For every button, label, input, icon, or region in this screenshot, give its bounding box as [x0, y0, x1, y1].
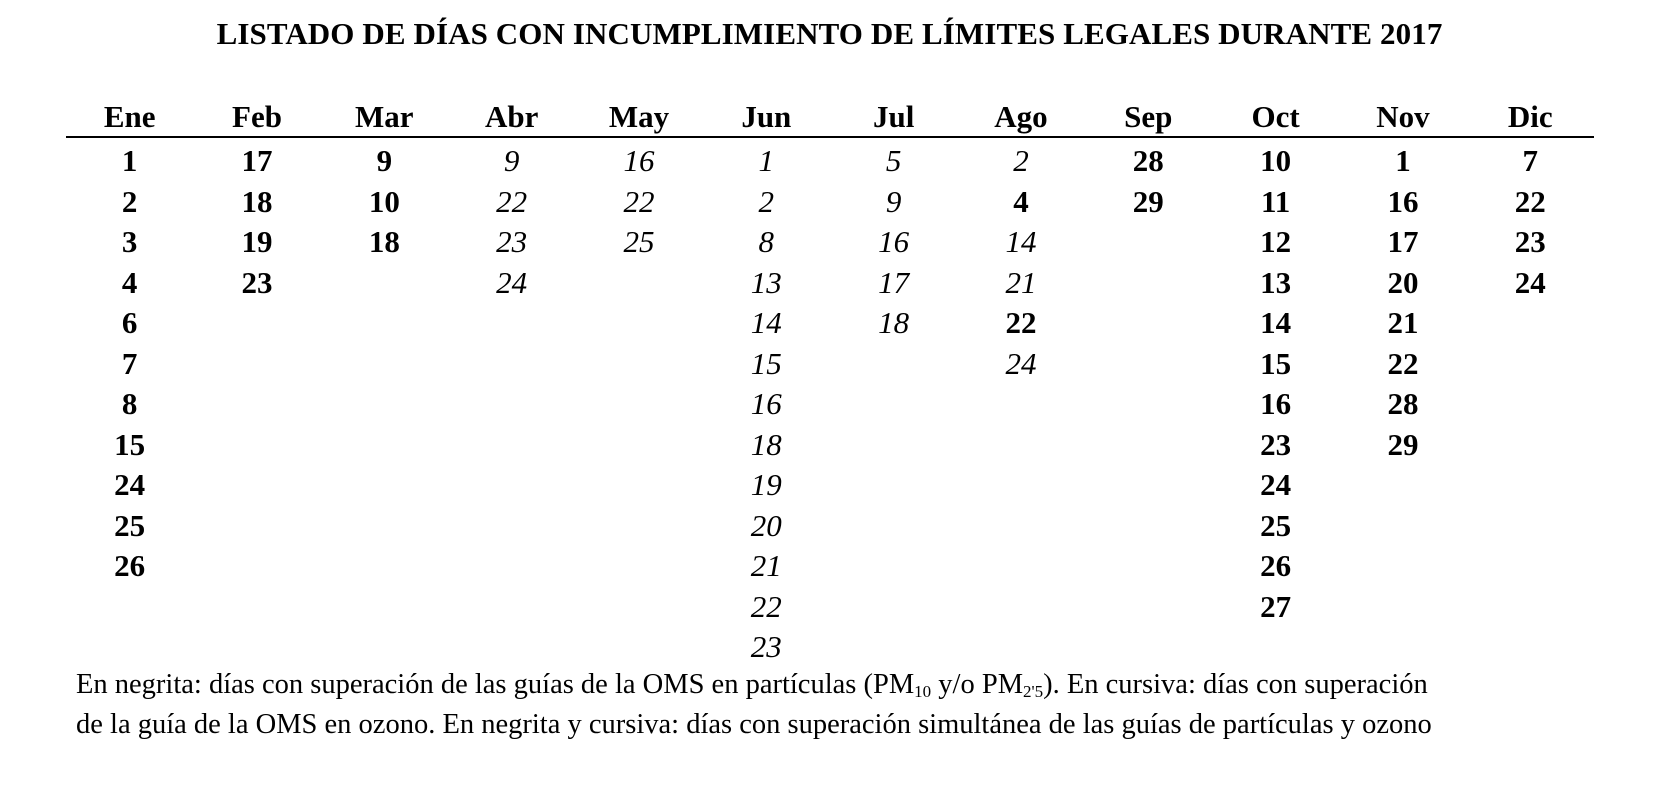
- month-header-sep: Sep: [1124, 99, 1173, 134]
- particle-exceedance-day: 1: [1395, 143, 1411, 178]
- particle-exceedance-day: 24: [1260, 467, 1292, 502]
- month-header-dic: Dic: [1507, 99, 1553, 134]
- ozone-exceedance-day: 14: [750, 305, 782, 340]
- particle-exceedance-day: 27: [1260, 588, 1292, 624]
- particle-exceedance-day: 23: [1260, 426, 1292, 462]
- ozone-exceedance-day: 16: [750, 386, 782, 421]
- ozone-exceedance-day: 8: [758, 224, 775, 259]
- month-header-mar: Mar: [355, 99, 414, 134]
- ozone-exceedance-day: 18: [878, 305, 910, 340]
- particle-exceedance-day: 26: [114, 548, 146, 583]
- ozone-exceedance-day: 1: [758, 143, 775, 178]
- ozone-exceedance-day: 21: [1005, 264, 1037, 300]
- legend-line-1: [76, 665, 1636, 705]
- ozone-exceedance-day: 20: [750, 507, 782, 543]
- legend-pm-or-text: y/o PM: [931, 669, 1024, 700]
- ozone-exceedance-day: 2: [758, 183, 775, 219]
- ozone-exceedance-day: 16: [878, 224, 910, 259]
- particle-exceedance-day: 12: [1260, 224, 1292, 259]
- ozone-exceedance-day: 19: [750, 467, 782, 502]
- month-column-dic: [1467, 141, 1594, 668]
- particle-exceedance-day: 3: [121, 224, 138, 259]
- particle-exceedance-day: 16: [1260, 386, 1292, 421]
- ozone-exceedance-day: 22: [750, 588, 782, 624]
- particle-exceedance-day: 4: [1013, 183, 1029, 219]
- legend-italic-text: ). En cursiva: días con superación: [1043, 669, 1428, 700]
- days-body-row: [66, 138, 1594, 668]
- ozone-exceedance-day: 2: [1013, 143, 1029, 178]
- particle-exceedance-day: 22: [1514, 183, 1546, 219]
- legend-bold-text: En negrita: días con superación de las guías de la OMS en partículas (PM: [76, 669, 915, 700]
- particle-exceedance-day: 10: [1260, 143, 1292, 178]
- ozone-exceedance-day: 25: [623, 224, 655, 259]
- ozone-exceedance-day: 18: [750, 426, 782, 462]
- month-column-jul: [830, 141, 957, 668]
- particle-exceedance-day: 17: [241, 143, 273, 178]
- ozone-exceedance-day: 22: [623, 183, 655, 219]
- particle-exceedance-day: 24: [1514, 264, 1546, 300]
- particle-exceedance-day: 1: [121, 143, 138, 178]
- particle-exceedance-day: 25: [114, 507, 146, 543]
- month-header-feb: Feb: [232, 99, 282, 134]
- month-header-may: May: [608, 99, 670, 134]
- ozone-exceedance-day: 5: [885, 143, 902, 178]
- page-title: LISTADO DE DÍAS CON INCUMPLIMIENTO DE LÍMITES LEGALES DURANTE 2017: [216, 16, 1443, 51]
- month-header-nov: Nov: [1376, 99, 1430, 134]
- particle-exceedance-day: 18: [241, 183, 273, 219]
- pm25-subscript: 2'5: [1023, 682, 1044, 701]
- particle-exceedance-day: 28: [1387, 386, 1419, 421]
- particle-exceedance-day: 23: [1514, 224, 1546, 259]
- month-header-jul: Jul: [872, 99, 915, 134]
- ozone-exceedance-day: 21: [750, 548, 782, 583]
- ozone-exceedance-day: 15: [750, 345, 782, 381]
- particle-exceedance-day: 9: [376, 143, 393, 178]
- month-column-ene: [66, 141, 193, 668]
- particle-exceedance-day: 2: [121, 183, 138, 219]
- month-column-feb: [193, 141, 320, 668]
- particle-exceedance-day: 28: [1132, 143, 1164, 178]
- ozone-exceedance-day: 23: [496, 224, 528, 259]
- particle-exceedance-day: 19: [241, 224, 273, 259]
- month-header-ago: Ago: [994, 99, 1048, 134]
- month-header-row: [66, 95, 1594, 138]
- month-header-jun: Jun: [741, 99, 792, 134]
- month-column-ago: [957, 141, 1084, 668]
- particle-exceedance-day: 14: [1260, 305, 1292, 340]
- month-column-oct: [1212, 141, 1339, 668]
- month-column-may: [575, 141, 702, 668]
- ozone-exceedance-day: 16: [623, 143, 655, 178]
- month-column-mar: [321, 141, 448, 668]
- particle-exceedance-day: 23: [241, 264, 273, 300]
- particle-exceedance-day: 13: [1260, 264, 1292, 300]
- month-column-nov: [1339, 141, 1466, 668]
- particle-exceedance-day: 26: [1260, 548, 1292, 583]
- particle-exceedance-day: 10: [368, 183, 400, 219]
- ozone-exceedance-day: 23: [750, 629, 782, 664]
- particle-exceedance-day: 29: [1132, 183, 1164, 219]
- particle-exceedance-day: 22: [1387, 345, 1419, 381]
- particle-exceedance-day: 11: [1260, 183, 1291, 219]
- particle-exceedance-day: 15: [1260, 345, 1292, 381]
- particle-exceedance-day: 24: [114, 467, 146, 502]
- month-header-oct: Oct: [1251, 99, 1300, 134]
- particle-exceedance-day: 29: [1387, 426, 1419, 462]
- month-column-abr: [448, 141, 575, 668]
- particle-exceedance-day: 22: [1005, 305, 1037, 340]
- particle-exceedance-day: 6: [121, 305, 138, 340]
- particle-exceedance-day: 20: [1387, 264, 1419, 300]
- ozone-exceedance-day: 9: [885, 183, 902, 219]
- particle-exceedance-day: 15: [114, 426, 146, 462]
- particle-exceedance-day: 18: [368, 224, 400, 259]
- ozone-exceedance-day: 14: [1005, 224, 1037, 259]
- month-header-abr: Abr: [484, 99, 539, 134]
- particle-exceedance-day: 4: [121, 264, 138, 300]
- particle-exceedance-day: 21: [1387, 305, 1419, 340]
- pm10-subscript: 10: [914, 682, 932, 701]
- ozone-exceedance-day: 9: [503, 143, 520, 178]
- ozone-exceedance-day: 22: [496, 183, 528, 219]
- exceedance-table: [66, 95, 1594, 668]
- particle-exceedance-day: 8: [121, 386, 138, 421]
- ozone-exceedance-day: 24: [1005, 345, 1037, 381]
- ozone-exceedance-day: 13: [750, 264, 782, 300]
- particle-exceedance-day: 25: [1260, 507, 1292, 543]
- month-header-ene: Ene: [103, 99, 156, 134]
- month-column-jun: [703, 141, 830, 668]
- particle-exceedance-day: 7: [1522, 143, 1539, 178]
- particle-exceedance-day: 17: [1387, 224, 1419, 259]
- ozone-exceedance-day: 24: [496, 264, 528, 300]
- legend-line-2: de la guía de la OMS en ozono. En negrita y cursiva: días con superación simultánea de las guías de partículas y ozono: [76, 709, 1432, 740]
- particle-exceedance-day: 7: [121, 345, 138, 381]
- legend-note: [76, 665, 1636, 745]
- particle-exceedance-day: 16: [1387, 183, 1419, 219]
- month-column-sep: [1085, 141, 1212, 668]
- ozone-exceedance-day: 17: [878, 264, 910, 300]
